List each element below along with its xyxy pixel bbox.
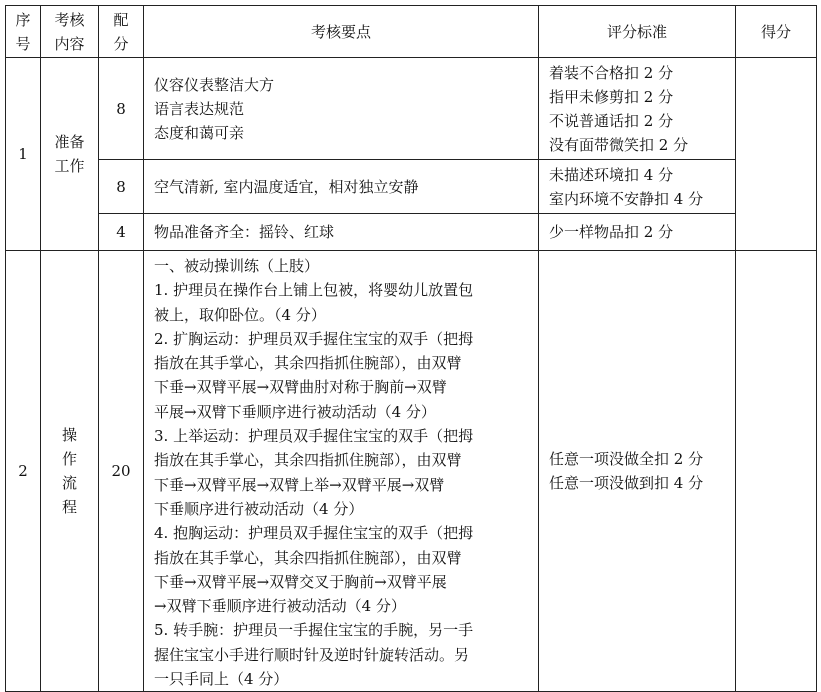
- row1b-criteria: 未描述环境扣 4 分 室内环境不安静扣 4 分: [539, 160, 736, 214]
- row1a-score: 8: [99, 58, 144, 160]
- header-points: 考核要点: [144, 6, 539, 58]
- header-content: 考核 内容: [41, 6, 99, 58]
- row2-points: 一、被动操训练（上肢） 1. 护理员在操作台上铺上包被，将婴幼儿放置包 被上，取仰卧位。（4 分） 2. 扩胸运动：护理员双手握住宝宝的双手（把拇 指放在其手掌心，其余四指抓住腕部），由双臂 下垂→双臂平展→双臂曲肘对称于胸前→双臂 平展→双臂下垂顺序进行被动活动（4 分） 3. 上举运动：护理员双手握住宝宝的双手（把拇 指放在其手掌心，其余四指抓住腕部），由双臂 下垂→双臂平展→双臂上举→双臂平展→双臂 下垂顺序进行被动活动（4 分） 4. 抱胸运动：护理员双手握住宝宝的双手（把拇 指放在其手掌心，其余四指抓住腕部），由双臂 下垂→双臂平展→双臂交叉于胸前→双臂平展 →双臂下垂顺序进行被动活动（4 分） 5. 转手腕：护理员一手握住宝宝的手腕，另一手 握住宝宝小手进行顺时针及逆时针旋转活动。另 一只手同上（4 分）: [144, 251, 539, 692]
- header-row: [6, 6, 817, 58]
- header-result: 得分: [736, 6, 817, 58]
- row1c-score: 4: [99, 214, 144, 251]
- row1a-points: 仪容仪表整洁大方 语言表达规范 态度和蔼可亲: [144, 58, 539, 160]
- assessment-table: [5, 5, 817, 692]
- row2-criteria: 任意一项没做全扣 2 分 任意一项没做到扣 4 分: [539, 251, 736, 692]
- row2-seq: 2: [6, 251, 41, 692]
- table-row: [6, 214, 817, 251]
- row1b-points: 空气清新, 室内温度适宜，相对独立安静: [144, 160, 539, 214]
- row2-content: 操 作 流 程: [41, 251, 99, 692]
- row1c-points: 物品准备齐全：摇铃、红球: [144, 214, 539, 251]
- header-criteria: 评分标准: [539, 6, 736, 58]
- header-score: 配 分: [99, 6, 144, 58]
- table-row: [6, 251, 817, 692]
- row2-score: 20: [99, 251, 144, 692]
- table-row: [6, 58, 817, 160]
- header-seq: 序 号: [6, 6, 41, 58]
- row1b-score: 8: [99, 160, 144, 214]
- row1-content: 准备 工作: [41, 58, 99, 251]
- row1c-criteria: 少一样物品扣 2 分: [539, 214, 736, 251]
- row2-result: [736, 251, 817, 692]
- row1-result: [736, 58, 817, 251]
- row1-seq: 1: [6, 58, 41, 251]
- row1a-criteria: 着装不合格扣 2 分 指甲未修剪扣 2 分 不说普通话扣 2 分 没有面带微笑扣 2 分: [539, 58, 736, 160]
- table-row: [6, 160, 817, 214]
